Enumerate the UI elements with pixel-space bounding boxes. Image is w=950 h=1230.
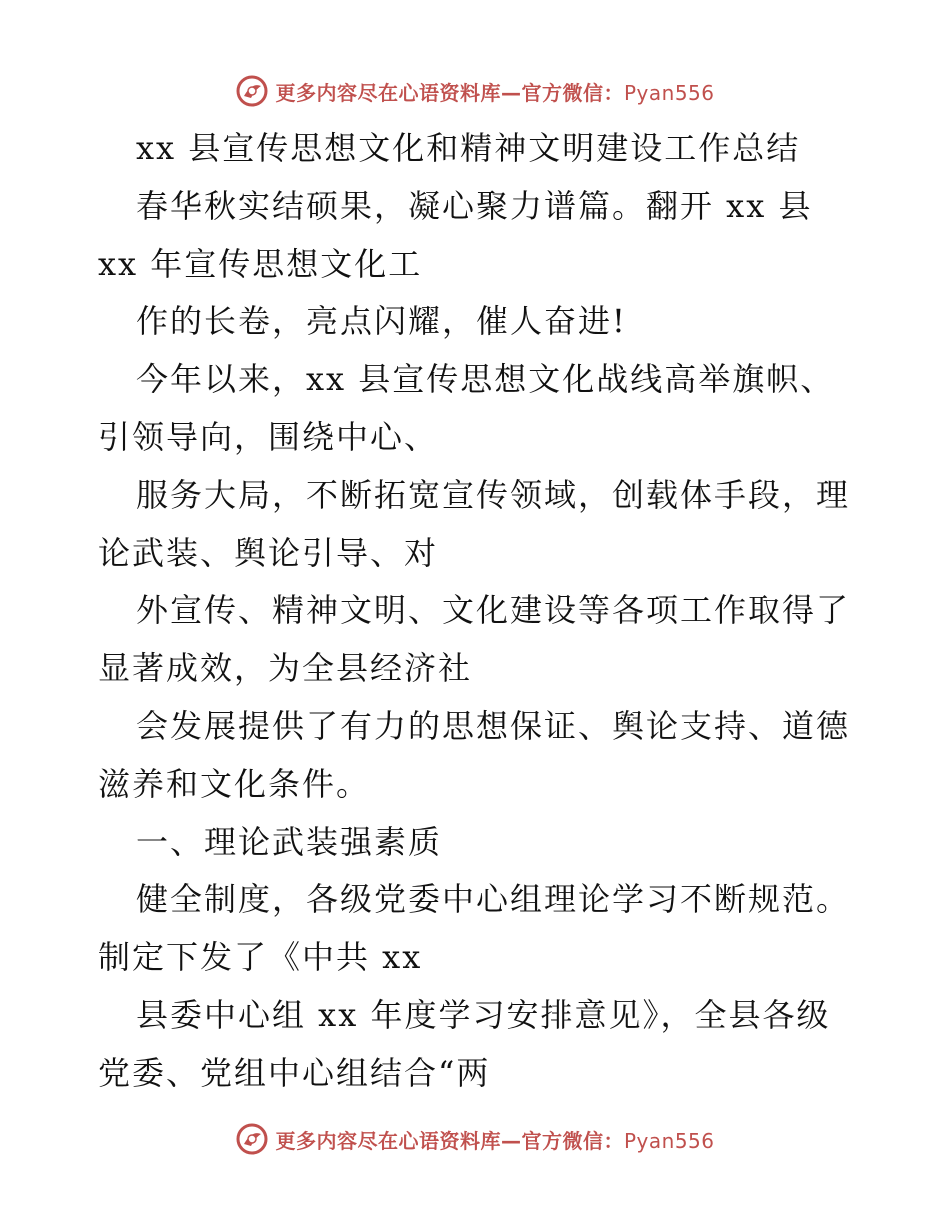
watermark-text: 更多内容尽在心语资料库—官方微信：Pyan556 — [275, 80, 715, 105]
wechat-id: Pyan556 — [623, 1128, 715, 1153]
text-line: 健全制度，各级党委中心组理论学习不断规范。 — [136, 880, 851, 919]
text-line: 今年以来，xx 县宣传思想文化战线高举旗帜、 — [136, 360, 835, 399]
text-line: 制定下发了《中共 xx — [98, 938, 423, 977]
text-line: xx 年宣传思想文化工 — [98, 244, 423, 283]
footer-watermark — [0, 1119, 950, 1159]
text-line: 引领导向，围绕中心、 — [98, 417, 439, 456]
header-watermark — [0, 71, 950, 111]
logo-icon — [235, 1122, 269, 1156]
text-line: 县委中心组 xx 年度学习安排意见》，全县各级 — [136, 995, 831, 1034]
watermark-text: 更多内容尽在心语资料库—官方微信：Pyan556 — [275, 1128, 715, 1153]
text-line: 外宣传、精神文明、文化建设等各项工作取得了 — [136, 591, 851, 630]
logo-icon — [235, 74, 269, 108]
text-line: 一、理论武装强素质 — [136, 822, 443, 861]
text-line: 滋养和文化条件。 — [98, 764, 371, 803]
text-line: 春华秋实结硕果，凝心聚力谱篇。翻开 xx 县 — [136, 186, 813, 225]
text-line: 显著成效，为全县经济社 — [98, 649, 473, 688]
text-line: 会发展提供了有力的思想保证、舆论支持、道德 — [136, 706, 851, 745]
text-line: 论武装、舆论引导、对 — [98, 533, 439, 572]
text-line: xx 县宣传思想文化和精神文明建设工作总结 — [136, 129, 801, 167]
document-body — [98, 120, 858, 1103]
text-line: 党委、党组中心组结合“两 — [98, 1053, 491, 1092]
wechat-id: Pyan556 — [623, 80, 715, 105]
text-line: 作的长卷，亮点闪耀，催人奋进! — [136, 302, 627, 341]
text-line: 服务大局，不断拓宽宣传领域，创载体手段，理 — [136, 475, 851, 514]
